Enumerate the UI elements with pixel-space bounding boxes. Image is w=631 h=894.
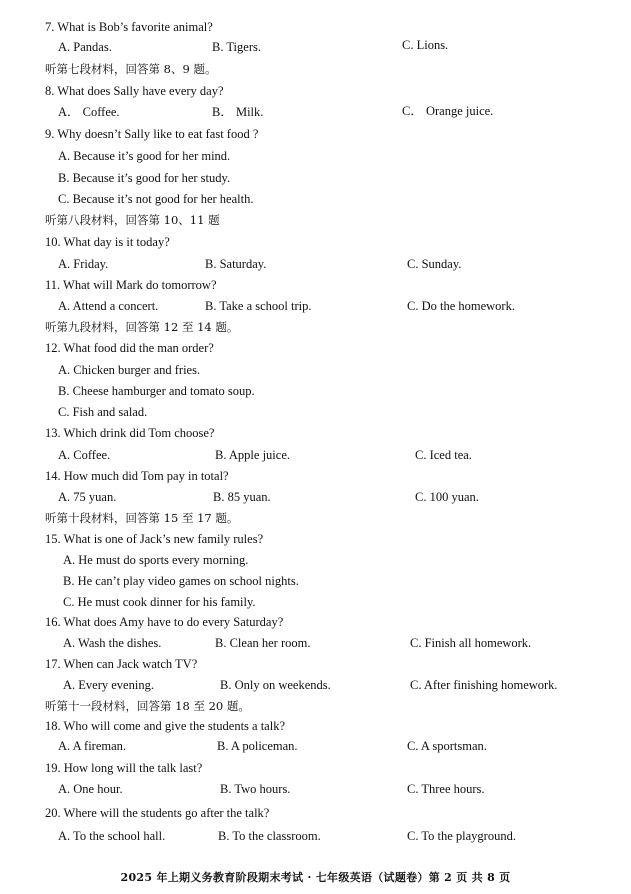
option-b: B． Milk.: [212, 105, 264, 119]
option-a: A. Attend a concert.: [58, 299, 159, 313]
option-c: C. Lions.: [402, 38, 449, 52]
page-footer: 2025 年上期义务教育阶段期末考试 · 七年级英语（试题卷）第 2 页 共 8 页: [120, 871, 511, 884]
section-heading: 听第八段材料，回答第 10、11 题: [45, 213, 220, 227]
question-13: 13. Which drink did Tom choose?: [45, 426, 215, 440]
question-15: 15. What is one of Jack’s new family rules?: [45, 532, 264, 546]
option-c: C. Fish and salad.: [58, 405, 148, 419]
option-c: C. Iced tea.: [415, 448, 472, 462]
option-a: A. One hour.: [58, 782, 123, 796]
option-c: C. Because it’s not good for her health.: [58, 192, 254, 206]
section-heading: 听第七段材料，回答第 8、9 题。: [45, 62, 217, 76]
question-8: 8. What does Sally have every day?: [45, 84, 224, 98]
option-a: A. 75 yuan.: [58, 490, 117, 504]
question-10: 10. What day is it today?: [45, 235, 170, 249]
section-heading: 听第十段材料，回答第 15 至 17 题。: [45, 511, 239, 525]
option-b: B. Two hours.: [220, 782, 291, 796]
question-18: 18. Who will come and give the students a talk?: [45, 719, 285, 733]
question-16: 16. What does Amy have to do every Saturday?: [45, 615, 284, 629]
option-c: C. Do the homework.: [407, 299, 515, 313]
option-a: A. Pandas.: [58, 40, 112, 54]
question-11: 11. What will Mark do tomorrow?: [45, 278, 217, 292]
section-heading: 听第九段材料，回答第 12 至 14 题。: [45, 320, 239, 334]
option-a: A. Wash the dishes.: [63, 636, 162, 650]
question-12: 12. What food did the man order?: [45, 341, 214, 355]
question-9: 9. Why doesn’t Sally like to eat fast food ?: [45, 127, 259, 141]
option-a: A. To the school hall.: [58, 829, 166, 843]
option-a: A. Friday.: [58, 257, 109, 271]
option-a: A. Coffee.: [58, 448, 111, 462]
option-c: C. Three hours.: [407, 782, 485, 796]
option-c: C. 100 yuan.: [415, 490, 479, 504]
option-c: C. Sunday.: [407, 257, 462, 271]
question-7: 7. What is Bob’s favorite animal?: [45, 20, 213, 34]
option-b: B. Cheese hamburger and tomato soup.: [58, 384, 255, 398]
option-b: B. Take a school trip.: [205, 299, 312, 313]
option-a: A. Because it’s good for her mind.: [58, 149, 231, 163]
option-c: C. A sportsman.: [407, 739, 487, 753]
option-c: C. He must cook dinner for his family.: [63, 595, 256, 609]
option-a: A. A fireman.: [58, 739, 127, 753]
option-b: B. A policeman.: [217, 739, 298, 753]
option-b: B. Saturday.: [205, 257, 267, 271]
option-b: B. Tigers.: [212, 40, 261, 54]
option-b: B. 85 yuan.: [213, 490, 271, 504]
question-19: 19. How long will the talk last?: [45, 761, 203, 775]
option-a: A． Coffee.: [58, 105, 120, 119]
section-heading: 听第十一段材料，回答第 18 至 20 题。: [45, 699, 250, 713]
option-b: B. To the classroom.: [218, 829, 321, 843]
question-17: 17. When can Jack watch TV?: [45, 657, 198, 671]
option-c: C. After finishing homework.: [410, 678, 558, 692]
question-14: 14. How much did Tom pay in total?: [45, 469, 229, 483]
question-20: 20. Where will the students go after the talk?: [45, 806, 270, 820]
option-a: A. Every evening.: [63, 678, 154, 692]
option-b: B. Clean her room.: [215, 636, 311, 650]
option-c: C. Finish all homework.: [410, 636, 532, 650]
option-b: B. Apple juice.: [215, 448, 290, 462]
option-a: A. Chicken burger and fries.: [58, 363, 201, 377]
option-b: B. Because it’s good for her study.: [58, 171, 231, 185]
option-c: C. To the playground.: [407, 829, 516, 843]
option-c: C． Orange juice.: [402, 104, 494, 118]
option-a: A. He must do sports every morning.: [63, 553, 249, 567]
option-b: B. He can’t play video games on school nights.: [63, 574, 299, 588]
option-b: B. Only on weekends.: [220, 678, 331, 692]
